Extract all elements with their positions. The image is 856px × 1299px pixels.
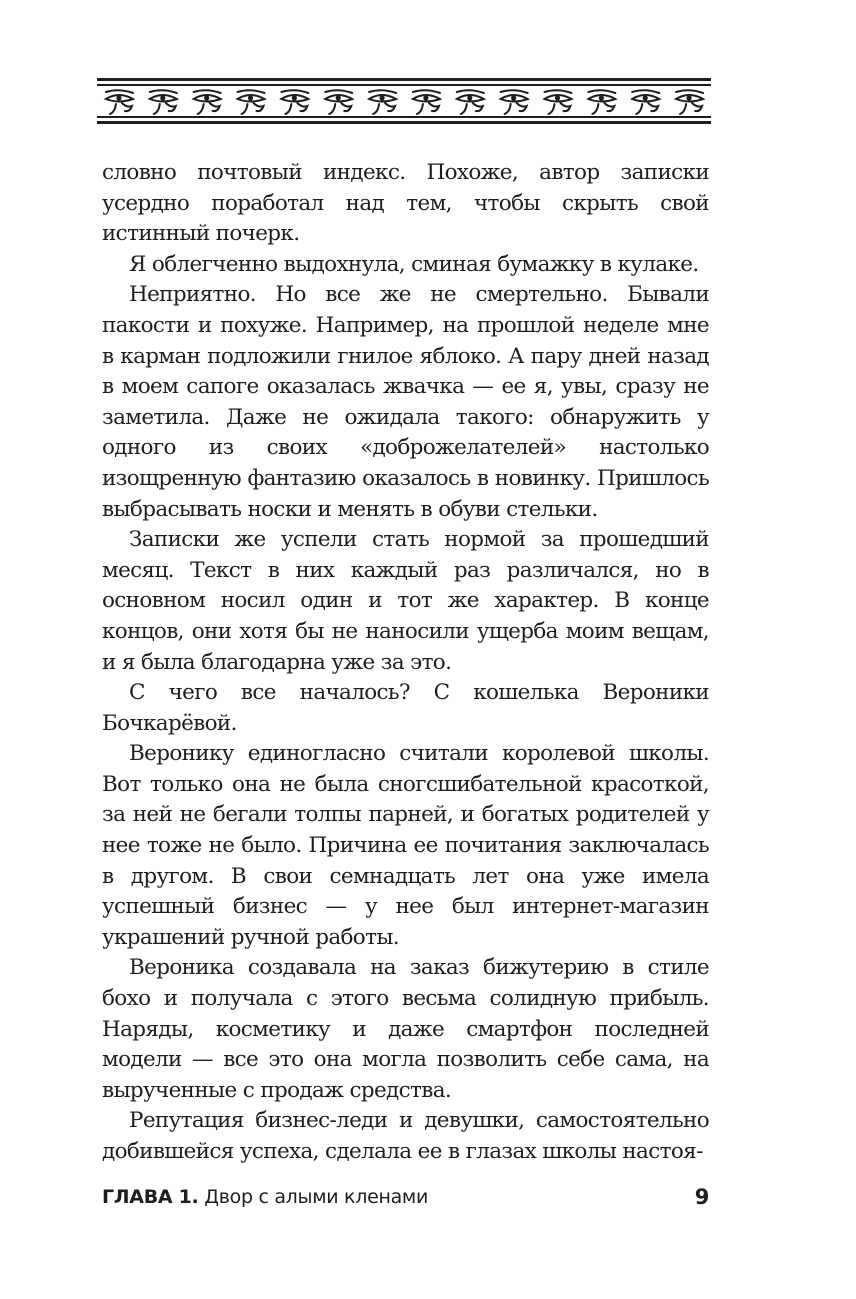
ornament-rule-bottom-inner: [97, 116, 711, 118]
paragraph-6: Веронику единогласно считали королевой школы. Вот только она не была сногсшибательной красоткой, за ней не бегали толпы парней, и богатых родителей у нее тоже не было. Причина ее почитания заключалась в другом. В свои семнадцать лет она уже имела успешный бизнес — у нее был интернет-магазин украшений ручной работы.: [102, 741, 709, 950]
body-text: [102, 158, 709, 1168]
header-ornament: [97, 78, 711, 124]
paragraph-7: Вероника создавала на заказ бижутерию в стиле бохо и получала с этого весьма солидную прибыль. Наряды, косметику и даже смартфон последней модели — все это она могла позволить себе сама, на вырученные с продаж средства.: [102, 955, 709, 1103]
eye-of-horus-icon: [632, 90, 659, 114]
chapter-title: Двор с алыми кленами: [204, 1186, 429, 1208]
eye-of-horus-icon: [369, 90, 396, 114]
page-footer: [102, 1182, 709, 1212]
paragraph-3: Неприятно. Но все же не смертельно. Бывали пакости и похуже. Например, на прошлой неделе мне в карман подложили гнилое яблоко. А пару дней назад в моем сапоге оказалась жвачка — ее я, увы, сразу не заметила. Даже не ожидала такого: обнаружить у одного из своих «доброжелателей» настолько изощренную фантазию оказалось в новинку. Пришлось выбрасывать носки и менять в обуви стельки.: [102, 282, 709, 522]
ornament-rule-bottom: [97, 121, 711, 124]
eye-of-horus-icon: [281, 90, 308, 114]
paragraph-5: С чего все началось? С кошелька Вероники Бочкарёвой.: [102, 680, 709, 736]
eye-of-horus-icon: [325, 90, 352, 114]
eye-of-horus-border: [97, 78, 711, 124]
ornament-rule-top: [97, 78, 711, 81]
eye-of-horus-icon: [457, 90, 484, 114]
eye-of-horus-icon: [676, 90, 703, 114]
eye-of-horus-icon: [413, 90, 440, 114]
paragraph-8: Репутация бизнес-леди и девушки, самостоятельно добившейся успеха, сделала ее в глазах школы настоя-: [102, 1108, 709, 1164]
paragraph-2: Я облегченно выдохнула, сминая бумажку в кулаке.: [129, 251, 699, 277]
eye-of-horus-icon: [194, 90, 221, 114]
ornament-rule-top-inner: [97, 84, 711, 86]
chapter-label: ГЛАВА 1.: [102, 1186, 199, 1208]
eye-of-horus-icon: [150, 90, 177, 114]
eye-of-horus-icon: [588, 90, 615, 114]
paragraph-1: словно почтовый индекс. Похоже, автор записки усердно поработал над тем, чтобы скрыть свой истинный почерк.: [102, 160, 709, 247]
eye-of-horus-icon: [238, 90, 265, 114]
paragraph-4: Записки же успели стать нормой за прошедший месяц. Текст в них каждый раз различался, но в основном носил один и тот же характер. В конце концов, они хотя бы не наносили ущерба моим вещам, и я была благодарна уже за это.: [102, 527, 709, 675]
eye-of-horus-icon: [545, 90, 572, 114]
page-number: 9: [694, 1185, 709, 1209]
eye-of-horus-icon: [106, 90, 133, 114]
eye-of-horus-icon: [501, 90, 528, 114]
